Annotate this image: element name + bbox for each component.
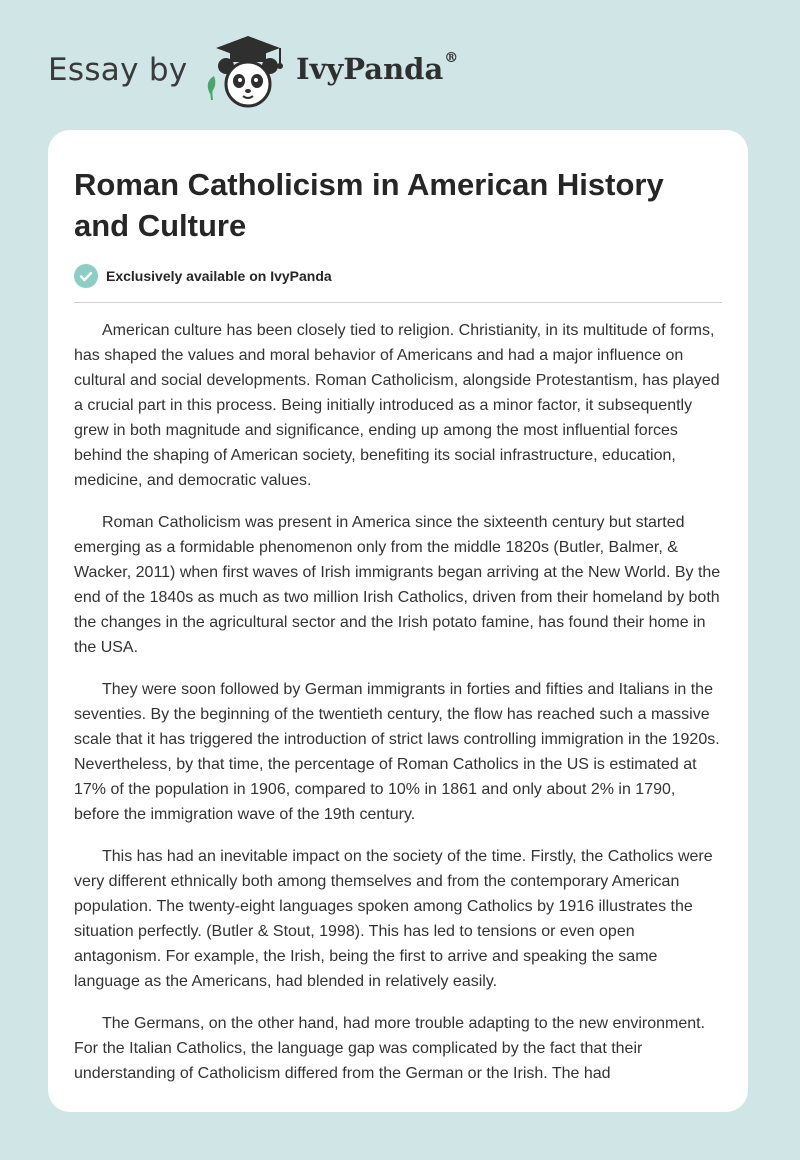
site-header [0,0,800,130]
badge-text: Exclusively available on IvyPanda [106,268,332,284]
paragraph: They were soon followed by German immigrants in forties and fifties and Italians in the seventies. By the beginning of the twentieth century, the flow has reached such a massive scale that it has triggered the introduction of strict laws controlling immigration in the 1920s. Nevertheless, by that time, the percentage of Roman Catholics in the US is estimated at 17% of the population in 1906, compared to 10% in 1861 and only about 2% in 1790, before the immigration wave of the 19th century. [74,681,720,823]
essay-card [48,130,748,1112]
exclusive-badge [74,263,332,289]
paragraph: Roman Catholicism was present in America since the sixteenth century but started emerging as a formidable phenomenon only from the middle 1820s (Butler, Balmer, & Wacker, 2011) when first waves of Irish immigrants began arriving at the New World. By the end of the 1840s as much as two million Irish Catholics, driven from their homeland by both the changes in the agricultural sector and the Irish potato famine, has found their home in the USA. [74,514,721,656]
paragraph: The Germans, on the other hand, had more trouble adapting to the new environment. For the Italian Catholics, the language gap was complicated by the fact that their understanding of Catholicism differed from the German or the Irish. The had [74,1015,706,1082]
essay-body [74,318,724,1103]
brand-name: IvyPanda [296,52,444,86]
registered-mark: ® [444,50,459,66]
essay-by-label: Essay by [48,52,188,88]
panda-logo-icon[interactable] [200,30,292,110]
brand-wordmark[interactable] [296,52,458,86]
page-title: Roman Catholicism in American History and Culture [74,167,664,243]
divider [74,302,722,303]
paragraph: American culture has been closely tied to religion. Christianity, in its multitude of forms, has shaped the values and moral behavior of Americans and had a major influence on cultural and social developments. Roman Catholicism, alongside Protestantism, has played a crucial part in this process. Being initially introduced as a minor factor, it subsequently grew in both magnitude and significance, ending up among the most influential forces behind the shaping of American society, benefiting its social infrastructure, education, medicine, and democratic values. [74,322,720,489]
paragraph: This has had an inevitable impact on the society of the time. Firstly, the Catholics were very different ethnically both among themselves and from the contemporary American population. The twenty-eight languages spoken among Catholics by 1916 illustrates the situation perfectly. (Butler & Stout, 1998). This has led to tensions or even open antagonism. For example, the Irish, being the first to arrive and speaking the same language as the Americans, had blended in relatively easily. [74,848,713,990]
check-icon [74,264,98,288]
